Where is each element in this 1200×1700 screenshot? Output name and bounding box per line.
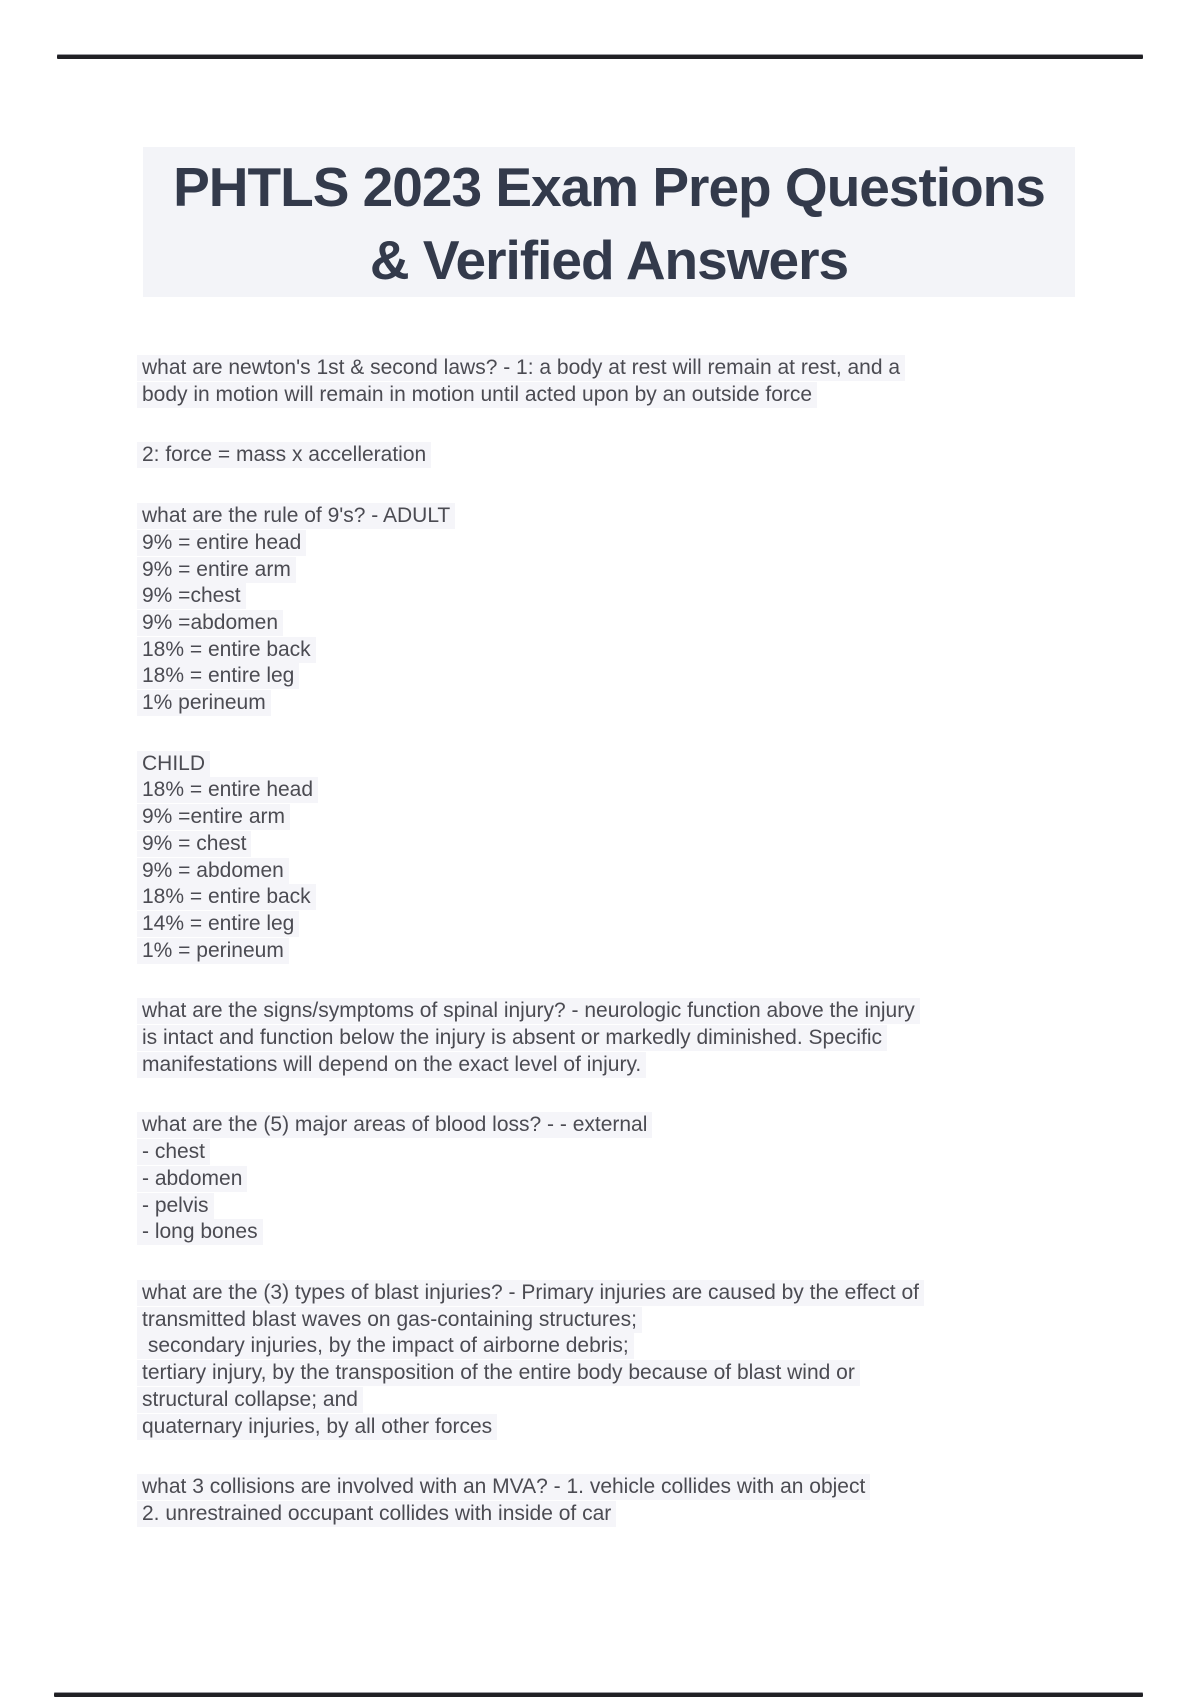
text-line: transmitted blast waves on gas-containing structures; [137, 1307, 642, 1333]
text-line: - chest [137, 1139, 210, 1165]
text-line: 18% = entire back [137, 884, 316, 910]
top-horizontal-rule [57, 55, 1143, 59]
text-line: 14% = entire leg [137, 911, 299, 937]
text-line: 2. unrestrained occupant collides with inside of car [137, 1501, 616, 1527]
bottom-horizontal-rule [54, 1693, 1143, 1697]
text-line: is intact and function below the injury is absent or markedly diminished. Specific [137, 1025, 887, 1051]
text-line: body in motion will remain in motion until acted upon by an outside force [137, 382, 817, 408]
paragraph [137, 751, 1147, 965]
text-line: 18% = entire head [137, 777, 318, 803]
text-line: 18% = entire leg [137, 663, 299, 689]
text-line: 18% = entire back [137, 637, 316, 663]
text-line: tertiary injury, by the transposition of the entire body because of blast wind or [137, 1360, 860, 1386]
text-line: 9% =chest [137, 583, 246, 609]
text-line: what are the signs/symptoms of spinal injury? - neurologic function above the injury [137, 998, 920, 1024]
text-line: - abdomen [137, 1166, 247, 1192]
paragraph [137, 442, 1147, 469]
text-line: what are the (5) major areas of blood loss? - - external [137, 1112, 652, 1138]
text-line: quaternary injuries, by all other forces [137, 1414, 497, 1440]
text-line: what are newton's 1st & second laws? - 1: a body at rest will remain at rest, and a [137, 355, 905, 381]
text-line: what are the rule of 9's? - ADULT [137, 503, 455, 529]
page-title-line-1: PHTLS 2023 Exam Prep Questions [173, 156, 1045, 218]
paragraph [137, 503, 1147, 717]
text-line: - pelvis [137, 1193, 214, 1219]
text-line: 9% = chest [137, 831, 251, 857]
text-line: what 3 collisions are involved with an MVA? - 1. vehicle collides with an object [137, 1474, 870, 1500]
text-line: 1% perineum [137, 690, 271, 716]
text-line: - long bones [137, 1219, 263, 1245]
body-text [137, 355, 1147, 1562]
paragraph [137, 1280, 1147, 1440]
paragraph [137, 1112, 1147, 1246]
paragraph [137, 1474, 1147, 1527]
text-line: 9% =entire arm [137, 804, 290, 830]
page-title-line-2: & Verified Answers [369, 229, 849, 291]
title-band [143, 147, 1075, 297]
paragraph [137, 998, 1147, 1078]
text-line: 9% = entire arm [137, 557, 296, 583]
text-line: 1% = perineum [137, 938, 289, 964]
paragraph [137, 355, 1147, 408]
text-line: secondary injuries, by the impact of airborne debris; [137, 1333, 634, 1359]
text-line: 9% = entire head [137, 530, 306, 556]
text-line: structural collapse; and [137, 1387, 363, 1413]
text-line: what are the (3) types of blast injuries? - Primary injuries are caused by the effect of [137, 1280, 924, 1306]
text-line: manifestations will depend on the exact level of injury. [137, 1052, 646, 1078]
text-line: CHILD [137, 751, 210, 777]
text-line: 9% =abdomen [137, 610, 283, 636]
text-line: 2: force = mass x accelleration [137, 442, 431, 468]
text-line: 9% = abdomen [137, 858, 289, 884]
